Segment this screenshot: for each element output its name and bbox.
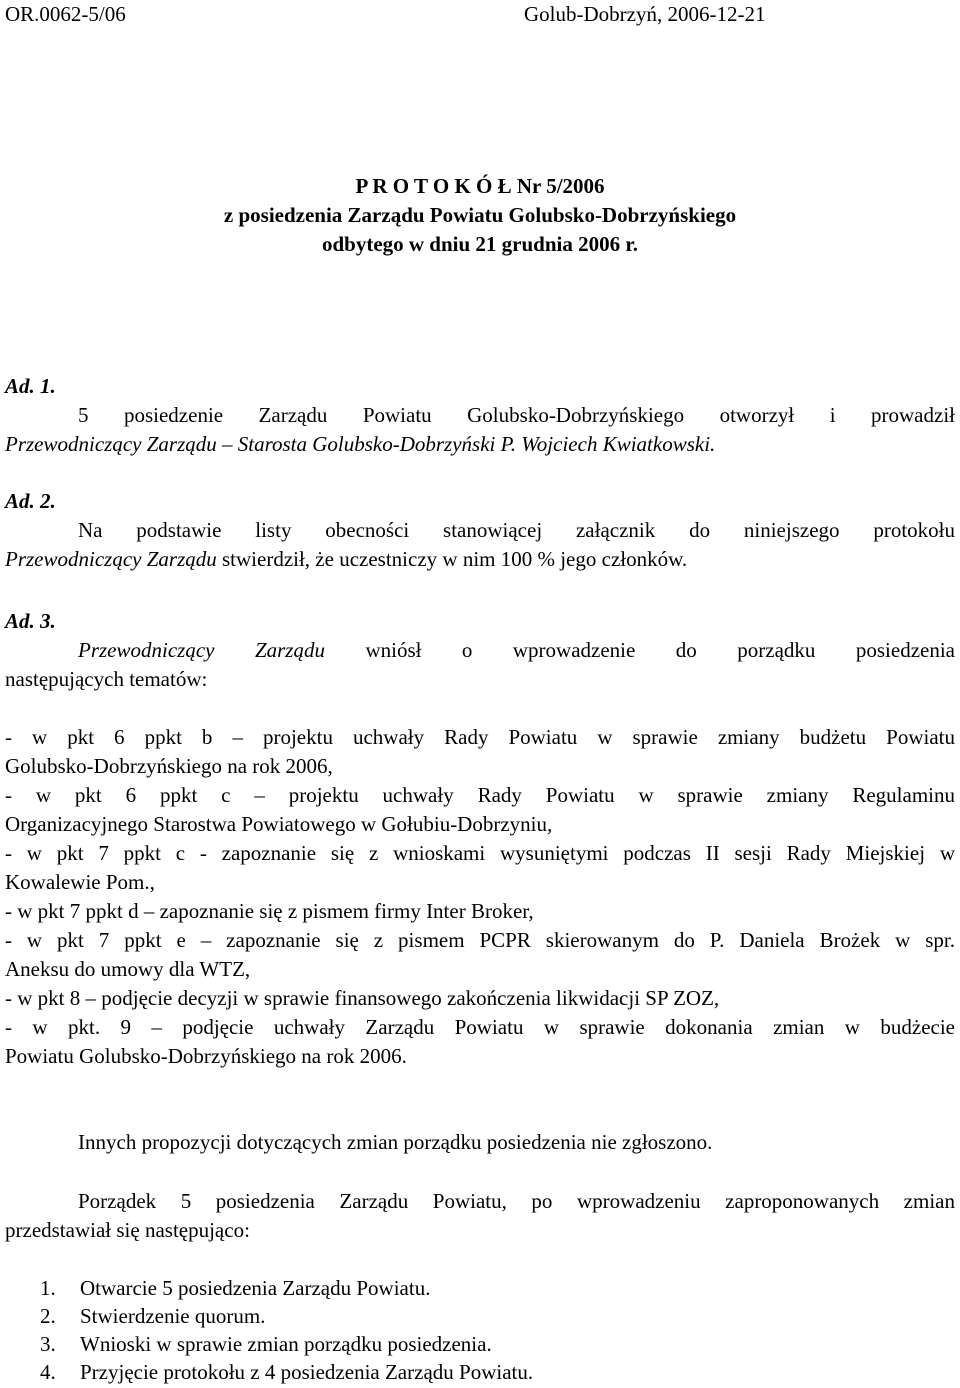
ad3-line1-rest: wniósł o wprowadzenie do porządku posiedzenia (324, 638, 955, 662)
ad2-line2-italic: Przewodniczący Zarządu (5, 547, 217, 571)
order-list-item (5, 1302, 955, 1331)
ad2-label: Ad. 2. (5, 489, 56, 513)
ad3-item-7-line2: Powiatu Golubsko-Dobrzyńskiego na rok 2006. (5, 1044, 407, 1068)
ad3-item-5-line2: Aneksu do umowy dla WTZ, (5, 957, 251, 981)
reference-number: OR.0062-5/06 (5, 2, 126, 26)
no-other-proposals: Innych propozycji dotyczących zmian porządku posiedzenia nie zgłoszono. (78, 1130, 713, 1154)
order-list-text: Stwierdzenie quorum. (80, 1304, 266, 1328)
ad3-item-2-line1: - w pkt 6 ppkt c – projektu uchwały Rady Powiatu w sprawie zmiany Regulaminu (5, 783, 955, 807)
order-list-item (5, 1330, 955, 1359)
ad2-line1: Na podstawie listy obecności stanowiącej załącznik do niniejszego protokołu (78, 518, 955, 542)
document-subtitle: z posiedzenia Zarządu Powiatu Golubsko-Dobrzyńskiego (223, 203, 737, 227)
ad1-line2: Przewodniczący Zarządu – Starosta Golubsko-Dobrzyński P. Wojciech Kwiatkowski. (5, 432, 716, 456)
ad3-line1 (5, 636, 955, 665)
order-list-number: 2. (40, 1304, 56, 1328)
order-line1: Porządek 5 posiedzenia Zarządu Powiatu, po wprowadzeniu zaproponowanych zmian (78, 1189, 955, 1213)
ad3-item-3-line2: Kowalewie Pom., (5, 870, 155, 894)
order-list-number: 3. (40, 1332, 56, 1356)
order-list-text: Przyjęcie protokołu z 4 posiedzenia Zarządu Powiatu. (80, 1360, 534, 1384)
ad3-item-2-line2: Organizacyjnego Starostwa Powiatowego w Gołubiu-Dobrzyniu, (5, 812, 553, 836)
order-list-item (5, 1274, 955, 1303)
ad3-item-7-line1: - w pkt. 9 – podjęcie uchwały Zarządu Powiatu w sprawie dokonania zmian w budżecie (5, 1015, 955, 1039)
document-date-line: odbytego w dniu 21 grudnia 2006 r. (321, 232, 639, 256)
order-list-text: Otwarcie 5 posiedzenia Zarządu Powiatu. (80, 1276, 431, 1300)
order-line2: przedstawiał się następująco: (5, 1218, 250, 1242)
ad3-item-5-line1: - w pkt 7 ppkt e – zapoznanie się z pismem PCPR skierowanym do P. Daniela Brożek w spr. (5, 928, 955, 952)
ad3-item-1-line1: - w pkt 6 ppkt b – projektu uchwały Rady Powiatu w sprawie zmiany budżetu Powiatu (5, 725, 955, 749)
ad3-item-3-line1: - w pkt 7 ppkt c - zapoznanie się z wnioskami wysuniętymi podczas II sesji Rady Miejskiej w (5, 841, 955, 865)
ad3-item-1-line2: Golubsko-Dobrzyńskiego na rok 2006, (5, 754, 333, 778)
ad1-line1: 5 posiedzenie Zarządu Powiatu Golubsko-Dobrzyńskiego otworzył i prowadził (78, 403, 955, 427)
ad3-line2: następujących tematów: (5, 667, 208, 691)
ad3-line1-italic: Przewodniczący Zarządu (78, 638, 325, 662)
order-list-number: 4. (40, 1360, 56, 1384)
ad2-line2-rest: stwierdził, że uczestniczy w nim 100 % jego członków. (216, 547, 688, 571)
document-title: P R O T O K Ó Ł Nr 5/2006 (355, 174, 605, 198)
ad2-line2 (5, 545, 955, 574)
order-list-item (5, 1358, 955, 1387)
order-list-number: 1. (40, 1276, 56, 1300)
ad3-label: Ad. 3. (5, 609, 56, 633)
ad1-label: Ad. 1. (5, 374, 56, 398)
place-and-date: Golub-Dobrzyń, 2006-12-21 (524, 2, 766, 26)
order-list-text: Wnioski w sprawie zmian porządku posiedzenia. (80, 1332, 492, 1356)
ad3-item-6: - w pkt 8 – podjęcie decyzji w sprawie finansowego zakończenia likwidacji SP ZOZ, (5, 986, 720, 1010)
ad3-item-4: - w pkt 7 ppkt d – zapoznanie się z pismem firmy Inter Broker, (5, 899, 534, 923)
